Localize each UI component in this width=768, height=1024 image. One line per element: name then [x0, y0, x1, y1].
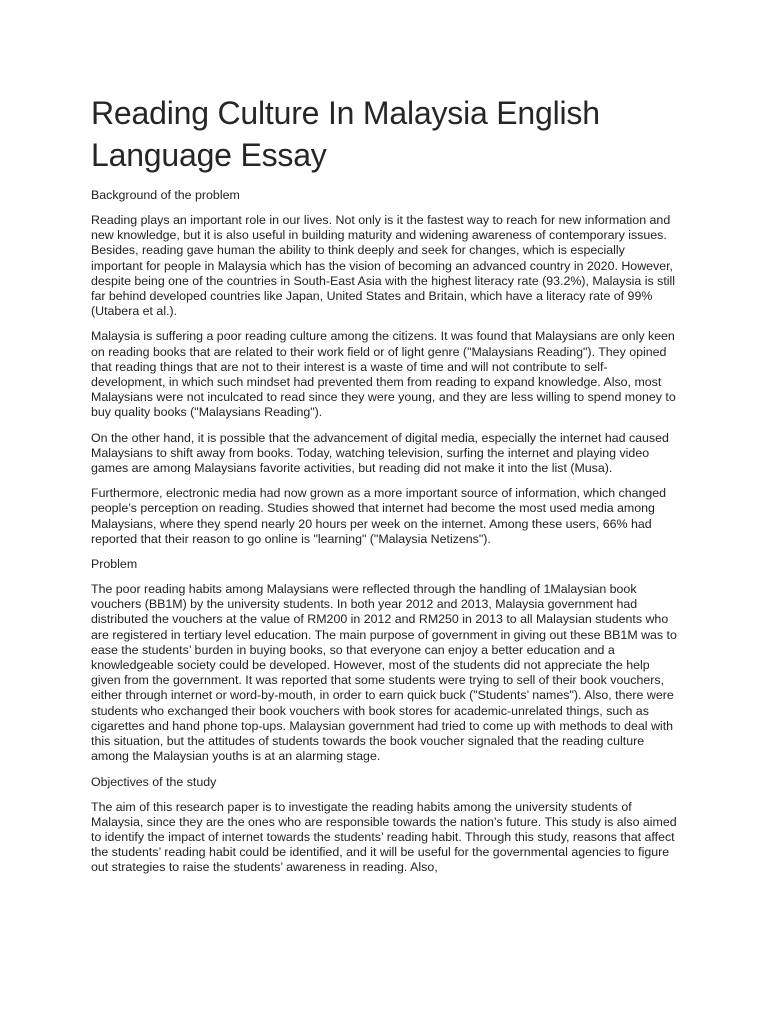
section-heading-background: Background of the problem — [91, 188, 240, 202]
section-heading-problem: Problem — [91, 557, 138, 572]
paragraph: Malaysia is suffering a poor reading culture among the citizens. It was found that Malaysians are only keen on reading books that are related to their work field or of light genre ("Malaysians Reading"). They opined that reading things that are not to their interest is a waste of time and will not contribute to self-development, in which such mindset had prevented them from reading to expand knowledge. Also, most Malaysians were not inculcated to read since they were young, and they are less willing to spend money to buy quality books ("Malaysians Reading"). — [91, 329, 676, 420]
paragraph: Reading plays an important role in our lives. Not only is it the fastest way to reach for new information and new knowledge, but it is also useful in building maturity and widening awareness of contemporary issues. Besides, reading gave human the ability to think deeply and seek for changes, which is especially important for people in Malaysia which has the vision of becoming an advanced country in 2020. However, despite being one of the countries in South-East Asia with the highest literacy rate (93.2%), Malaysia is still far behind developed countries like Japan, United States and Britain, which have a literacy rate of 99% (Utabera et al.). — [91, 213, 676, 319]
section-heading-objectives: Objectives of the study — [91, 774, 217, 789]
paragraph: On the other hand, it is possible that the advancement of digital media, especially the internet had caused Malaysians to shift away from books. Today, watching television, surfing the internet and playing video games are among Malaysians favorite activities, but reading did not make it into the list (Musa). — [91, 430, 669, 476]
paragraph: The aim of this research paper is to investigate the reading habits among the university students of Malaysia, since they are the ones who are responsible towards the nation’s future. This study is also aimed to identify the impact of internet towards the students’ reading habit. Through this study, reasons that affect the students’ reading habit could be identified, and it will be useful for the governmental agencies to figure out strategies to raise the students’ awareness in reading. Also, — [91, 799, 677, 875]
page-title: Reading Culture In Malaysia English Language Essay — [91, 95, 600, 173]
document-page — [91, 92, 677, 886]
paragraph: Furthermore, electronic media had now grown as a more important source of information, which changed people’s perception on reading. Studies showed that internet had become the most used media among Malaysians, where they spend nearly 20 hours per week on the internet. Among these users, 66% had reported that their reason to go online is "learning" ("Malaysia Netizens"). — [91, 486, 667, 546]
paragraph: The poor reading habits among Malaysians were reflected through the handling of 1Malaysian book vouchers (BB1M) by the university students. In both year 2012 and 2013, Malaysia government had distributed the vouchers at the value of RM200 in 2012 and RM250 in 2013 to all Malaysian students who are registered in tertiary level education. The main purpose of government in giving out these BB1M was to ease the students’ burden in buying books, so that everyone can enjoy a better education and a knowledgeable society could be developed. However, most of the students did not appreciate the help given from the government. It was reported that some students were trying to sell of their book vouchers, either through internet or word-by-mouth, in order to earn quick buck ("Students’ names"). Also, there were students who exchanged their book vouchers with book stores for academic-unrelated things, such as cigarettes and hand phone top-ups. Malaysian government had tried to come up with methods to deal with this situation, but the attitudes of students towards the book voucher signaled that the reading culture among the Malaysian youths is at an alarming stage. — [91, 582, 677, 764]
